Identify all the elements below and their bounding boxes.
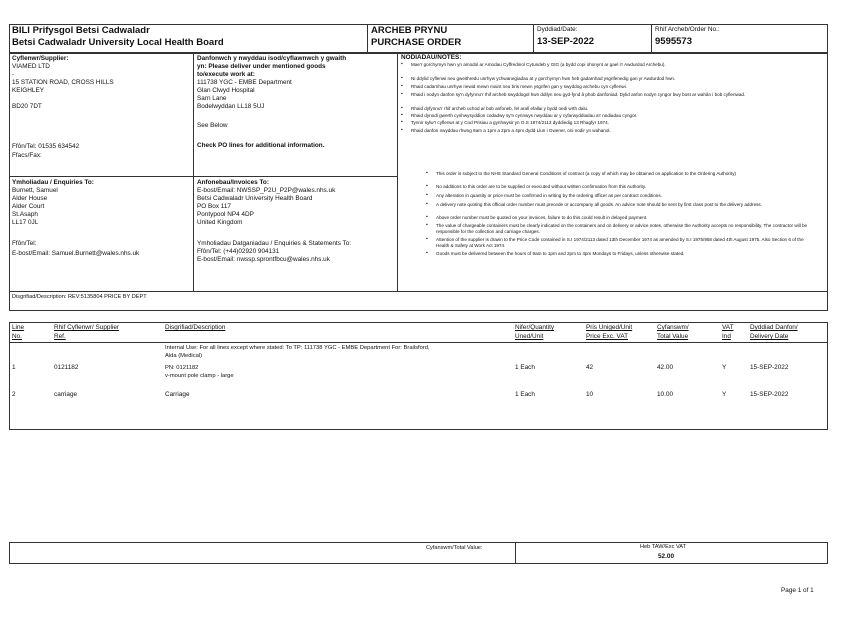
note-welsh-item: ▪ Rhaid dynodi gwerth cynhwysyddion codadwy sy'n cynnwys nwyddau ar y cyfarwyddiadau a'r nodiadau cyngor. <box>411 113 811 119</box>
cell-line-no: 1 <box>12 364 16 371</box>
supplier-line: - <box>12 71 15 78</box>
supplier-name: VIAMED LTD <box>12 63 50 70</box>
date-value: 13-SEP-2022 <box>537 36 595 47</box>
cell-total-value: 42.00 <box>657 364 673 371</box>
cell-supplier-ref: 0121182 <box>54 364 79 371</box>
table-header-divider <box>9 342 828 343</box>
deliver-address-dept: 111738 YGC - EMBE Department <box>197 79 292 86</box>
note-english-item: ▪ The value of chargeable containers must be clearly indicated on the containers and on delivery or advice notes, otherwise the Authority accepts no responsibility. The contractor will be responsible for the collection and carriage charges. <box>436 223 816 234</box>
cell-vat-ind: Y <box>722 364 727 371</box>
order-number-label: Rhif Archeb/Order No.: <box>655 26 720 33</box>
invoices-po-box: PO Box 117 <box>197 203 231 210</box>
column-header-ref: Rhif Cyflenwr/ Supplier <box>54 324 119 331</box>
line-items-table <box>9 322 828 430</box>
column-header-line-sub: No. <box>12 333 22 340</box>
note-welsh-item: ▪ Rhaid dyfynnu'r rhif archeb uchod ar bob anfoneb, fel arall efallai y bydd oedi wrth dalu. <box>411 106 811 112</box>
deliver-heading-2: yn: Please deliver under mentioned goods <box>197 63 326 70</box>
note-welsh-item: ▪ Mae'r gorchymyn hwn yn amodol ar Amodau Cyffredinol Cytundeb y GIG (a bydd copi ohonynt ar gael i'r Awdurdod Archebu). <box>411 62 811 68</box>
cell-line-no: 2 <box>12 391 16 398</box>
column-header-qty-sub: Uned/Unit <box>515 333 544 340</box>
note-english-item: ▪ This order is subject to the NHS Standard General Conditions of contract (a copy of which may be obtained on application to the Ordering Authority) <box>436 171 816 177</box>
deliver-heading-3: to/execute work at: <box>197 71 255 78</box>
notes-heading: NODIADAU/NOTES: <box>401 54 462 61</box>
cell-vat-ind: Y <box>722 391 727 398</box>
cell-description: PN: 0121182 <box>165 365 199 371</box>
cell-delivery-date: 15-SEP-2022 <box>750 391 789 398</box>
enquiries-email[interactable]: E-bost/Email: Samuel.Burnett@wales.nhs.uk <box>12 250 140 257</box>
column-header-desc: Disgrifiad/Description <box>165 324 226 331</box>
totals-vat-label: Heb TAW/Exc VAT <box>640 544 686 550</box>
column-header-total: Cyfanswm/ <box>657 324 689 331</box>
note-english-item: ▪ No additions to this order are to be supplied or executed without written confirmation from this Authority. <box>436 184 816 190</box>
column-header-vat: VAT <box>722 324 734 331</box>
invoices-heading: Anfonebau/Invoices To: <box>197 179 269 186</box>
note-english-item: ▪ Any alteration in quantity or price must be confirmed in writing by the ordering officer as per contract conditions. <box>436 193 816 199</box>
cell-quantity: 1 Each <box>515 391 535 398</box>
column-header-vat-sub: Ind <box>722 333 731 340</box>
cell-unit-price: 10 <box>586 391 594 398</box>
note-welsh-item: ▪ Tynnir sylw'r cyflenwr at y Cod Prisiau a gynhwysir yn O.S 1974/2113 dyddiedig 13 Rhagfyr 1974. <box>411 120 811 126</box>
info-hdivider-2 <box>9 291 828 292</box>
order-number-value: 9595573 <box>655 36 692 47</box>
column-header-qty: Nifer/Quantity <box>515 324 555 331</box>
invoices-town: Pontypool NP4 4DP <box>197 211 254 218</box>
deliver-see-below: See Below <box>197 122 228 129</box>
supplier-heading: Cyflenwr/Supplier: <box>12 55 69 62</box>
cell-supplier-ref: carriage <box>54 391 78 398</box>
supplier-phone: Ffôn/Tel: 01535 634542 <box>12 143 80 150</box>
date-label: Dyddiad/Date: <box>537 26 578 33</box>
supplier-address-street: 15 STATION ROAD, CROSS HILLS <box>12 79 114 86</box>
totals-value: 52.00 <box>658 553 674 560</box>
column-header-date-sub: Delivery Date <box>750 333 789 340</box>
enquiries-heading: Ymholiadau / Enquiries To: <box>12 179 94 186</box>
column-header-price-sub: Price Exc. VAT <box>586 333 629 340</box>
note-welsh-item: ▪ Rhaid i nodyn danfon sy'n dyfynnu'r rhif archeb swyddogol hwn ddilyn neu gyd-fynd â phob danfoniad. Dylid anfon nodyn cyngor bwy bost ar wahân i bob cyflenwad. <box>411 92 811 98</box>
note-english-item: ▪ Above order number must be quoted on your invoices, failure to do this could result in delayed payment. <box>436 215 816 221</box>
supplier-postcode: BD20 7DT <box>12 103 42 110</box>
page-number: Page 1 of 1 <box>781 587 814 594</box>
info-hdivider-1 <box>9 176 397 177</box>
enquiries-address-1: Alder House <box>12 195 48 202</box>
cell-quantity: 1 Each <box>515 364 535 371</box>
org-name-welsh: BILI Prifysgol Betsi Cadwaladr <box>12 25 150 36</box>
supplier-address-town: KEIGHLEY <box>12 87 44 94</box>
cell-description: Alda (Medical) <box>165 353 203 359</box>
note-welsh-item: ▪ Rhaid cadarnhau unrhyw newid mewn maint neu bris mewn ysgrifen gan y swyddog archebu cyn cyflenwi. <box>411 84 811 90</box>
note-welsh-item: ▪ Ni ddylid cyflenwi neu gweithredu unrhyw ychwanegiadau at y gorchymyn hwn heb gadarnhad ysgrifenedig gan yr Awdurdod hwn. <box>411 76 811 82</box>
note-english-item: ▪ Goods must be delivered between the hours of 9am to 1pm and 2pm to 4pm Mondays to Fridays, unless otherwise stated. <box>436 251 816 257</box>
supplier-fax: Ffacs/Fax: <box>12 152 42 159</box>
column-header-total-sub: Total Value <box>657 333 689 340</box>
description-line: Disgrifiad/Description: REV:5135804 PRICE BY DEPT <box>12 294 147 300</box>
info-vdivider-1 <box>193 53 194 291</box>
info-vdivider-2 <box>397 53 398 291</box>
totals-divider <box>515 542 516 564</box>
column-header-price: Pris Uniged/Unit <box>586 324 633 331</box>
enquiries-postcode: LL17 0JL <box>12 219 39 226</box>
cell-unit-price: 42 <box>586 364 594 371</box>
org-name-english: Betsi Cadwaladr University Local Health Board <box>12 37 224 48</box>
enquiries-name: Burnett, Samuel <box>12 187 58 194</box>
column-header-ref-sub: Ref. <box>54 333 66 340</box>
note-english-item: ▪ Attention of the supplier is drawn to the Price Code contained in S.I 1974/2113 dated 13th December 1974 as amended by S.I 1975/958 dated 4th August 1975. Also Section 6 of the Health & Safety at Work Act 1974. <box>436 237 816 248</box>
deliver-heading-1: Danfonwch y nwyddau isod/cyflawnwch y gwaith <box>197 55 347 62</box>
totals-box <box>9 542 828 564</box>
deliver-address-street: Sarn Lane <box>197 95 227 102</box>
enquiries-phone: Ffôn/Tel: <box>12 240 37 247</box>
doc-title-welsh: ARCHEB PRYNU <box>371 25 448 36</box>
note-english-item: ▪ A delivery note quoting this official order number must precede or accompany all goods. An advice note should be sent by first class post to the delivery address. <box>436 202 816 208</box>
column-header-date: Dyddiad Danfon/ <box>750 324 798 331</box>
cell-delivery-date: 15-SEP-2022 <box>750 364 789 371</box>
deliver-check-note: Check PO lines for additional information. <box>197 142 325 149</box>
invoices-email[interactable]: E-bost/Email: NWSSP_P2U_P2P@wales.nhs.uk <box>197 187 336 194</box>
statements-heading: Ymholiadau Datganiadau / Enquiries & Statements To: <box>197 240 352 247</box>
cell-total-value: 10.00 <box>657 391 673 398</box>
deliver-address-town: Bodelwyddan LL18 5UJ <box>197 103 265 110</box>
invoices-org: Betsi Cadwaladr University Health Board <box>197 195 313 202</box>
header-divider-1 <box>367 24 368 53</box>
enquiries-address-2: Alder Court <box>12 203 45 210</box>
header-divider-3 <box>651 24 652 53</box>
cell-description: v-mount pole clamp - large <box>165 373 234 379</box>
totals-label: Cyfanswm/Total Value: <box>426 545 483 551</box>
statements-phone: Ffôn/Tel: (+44)02920 904131 <box>197 248 280 255</box>
note-welsh-item: ▪ Rhaid danfon nwyddau rhwng 9am a 1pm a 2pm a 4pm dydd Llun i Gwener, oni nodir yn wahanol. <box>411 128 811 134</box>
statements-email[interactable]: E-bost/Email: nwssp.sprontfbcu@wales.nhs.uk <box>197 256 330 263</box>
column-header-line: Line <box>12 324 25 331</box>
cell-description: Internal Use: For all lines except where stated: To TP: 111738 YGC - EMBE Department For: Brailsford, <box>165 345 430 351</box>
cell-description: Carriage <box>165 391 190 398</box>
doc-title-english: PURCHASE ORDER <box>371 37 462 48</box>
header-divider-2 <box>533 24 534 53</box>
deliver-address-hospital: Glan Clwyd Hospital <box>197 87 255 94</box>
enquiries-address-3: St.Asaph <box>12 211 38 218</box>
invoices-country: United Kingdom <box>197 219 243 226</box>
